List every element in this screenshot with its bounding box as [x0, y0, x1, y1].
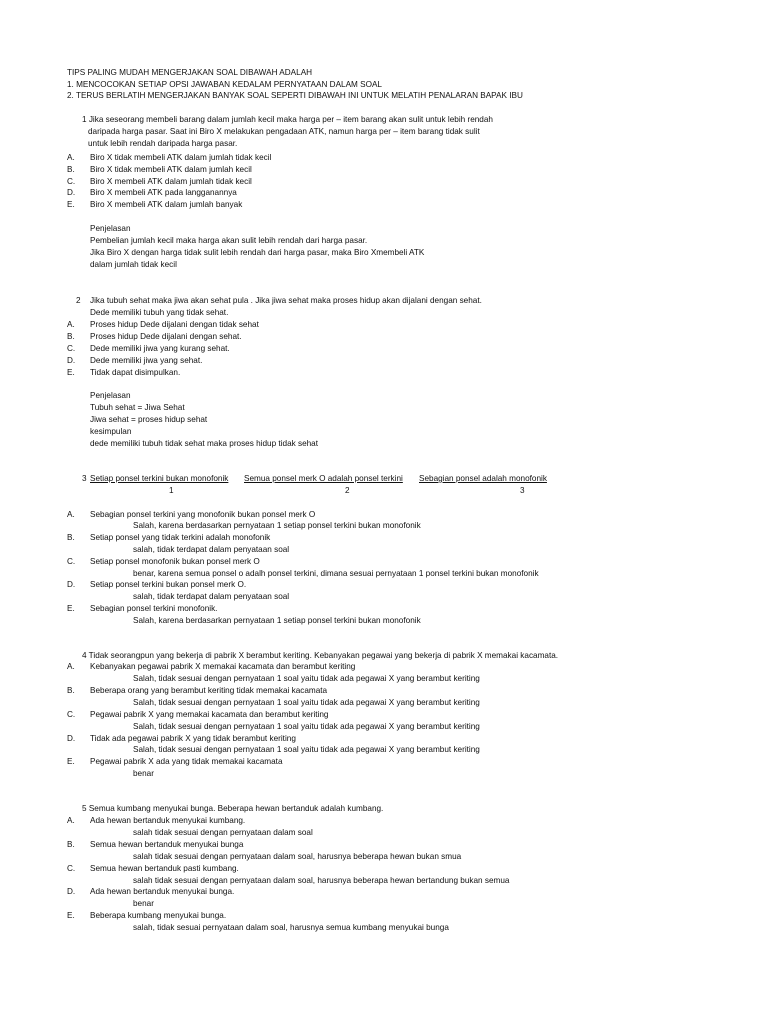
q1-question-line: daripada harga pasar. Saat ini Biro X melakukan pengadaan ATK, namun harga per – item barang tidak sulit: [88, 127, 480, 136]
q1-question-line: untuk lebih rendah daripada harga pasar.: [88, 139, 238, 148]
q4-option-text: Pegawai pabrik X yang memakai kacamata dan berambut keriting: [90, 710, 329, 719]
q3-option-note: salah, tidak terdapat dalam penyataan soal: [133, 545, 290, 554]
q2-explanation-line: Tubuh sehat = Jiwa Sehat: [90, 403, 185, 412]
q5-option-letter: A.: [67, 816, 75, 825]
q5-option-letter: C.: [67, 864, 76, 873]
q4-option-note: Salah, tidak sesuai dengan pernyataan 1 soal yaitu tidak ada pegawai X yang berambut keriting: [133, 674, 480, 683]
q3-option-note: Salah, karena berdasarkan pernyataan 1 setiap ponsel terkini bukan monofonik: [133, 616, 421, 625]
q2-option-letter: B.: [67, 332, 75, 341]
q5-option-text: Semua hewan bertanduk menyukai bunga: [90, 840, 244, 849]
q3-statement-number: 3: [520, 486, 525, 495]
q1-option-text: Biro X membeli ATK pada langganannya: [90, 188, 237, 197]
q2-question-line: Jika tubuh sehat maka jiwa akan sehat pula . Jika jiwa sehat maka proses hidup akan dijalani dengan sehat.: [90, 296, 482, 305]
q4-option-text: Pegawai pabrik X ada yang tidak memakai kacamata: [90, 757, 283, 766]
q3-option-note: salah, tidak terdapat dalam penyataan soal: [133, 592, 290, 601]
q2-explanation-line: kesimpulan: [90, 427, 132, 436]
q4-option-letter: E.: [67, 757, 75, 766]
q3-option-text: Setiap ponsel terkini bukan ponsel merk O.: [90, 580, 247, 589]
q2-option-letter: D.: [67, 356, 76, 365]
q1-option-letter: E.: [67, 200, 75, 209]
q2-option-text: Tidak dapat disimpulkan.: [90, 368, 181, 377]
q3-option-text: Sebagian ponsel terkini yang monofonik bukan ponsel merk O: [90, 510, 316, 519]
q4-question: 4 Tidak seorangpun yang bekerja di pabrik X berambut keriting. Kebanyakan pegawai yang bekerja di pabrik X memakai kacamata.: [82, 651, 559, 660]
doc-title: TIPS PALING MUDAH MENGERJAKAN SOAL DIBAWAH ADALAH: [67, 68, 313, 77]
q1-option-text: Biro X membeli ATK dalam jumlah banyak: [90, 200, 243, 209]
q5-option-note: salah tidak sesuai dengan pernyataan dalam soal, harusnya beberapa hewan bukan smua: [133, 852, 462, 861]
q2-option-letter: E.: [67, 368, 75, 377]
q1-explanation-label: Penjelasan: [90, 224, 131, 233]
q4-option-note: Salah, tidak sesuai dengan pernyataan 1 soal yaitu tidak ada pegawai X yang berambut keriting: [133, 698, 480, 707]
q4-option-letter: B.: [67, 686, 75, 695]
q5-option-letter: E.: [67, 911, 75, 920]
q3-option-text: Setiap ponsel yang tidak terkini adalah monofonik: [90, 533, 271, 542]
q2-option-text: Proses hidup Dede dijalani dengan tidak sehat: [90, 320, 259, 329]
q5-option-note: benar: [133, 899, 154, 908]
q2-option-text: Proses hidup Dede dijalani dengan sehat.: [90, 332, 242, 341]
q3-option-note: Salah, karena berdasarkan pernyataan 1 setiap ponsel terkini bukan monofonik: [133, 521, 421, 530]
q4-option-letter: D.: [67, 734, 76, 743]
q3-option-letter: A.: [67, 510, 75, 519]
q1-option-letter: B.: [67, 165, 75, 174]
q1-option-text: Biro X tidak membeli ATK dalam jumlah kecil: [90, 165, 252, 174]
tip-2: 2. TERUS BERLATIH MENGERJAKAN BANYAK SOAL SEPERTI DIBAWAH INI UNTUK MELATIH PENALARAN BAPAK IBU: [67, 91, 523, 100]
q5-option-text: Ada hewan bertanduk menyukai bunga.: [90, 887, 235, 896]
q3-option-letter: D.: [67, 580, 76, 589]
q4-option-note: Salah, tidak sesuai dengan pernyataan 1 soal yaitu tidak ada pegawai X yang berambut keriting: [133, 722, 480, 731]
q4-option-text: Tidak ada pegawai pabrik X yang tidak berambut keriting: [90, 734, 296, 743]
q3-statement-2: Semua ponsel merk O adalah ponsel terkini: [244, 474, 403, 483]
q4-option-text: Beberapa orang yang berambut keriting tidak memakai kacamata: [90, 686, 328, 695]
q2-question-line: Dede memiliki tubuh yang tidak sehat.: [90, 308, 229, 317]
q2-option-text: Dede memiliki jiwa yang sehat.: [90, 356, 203, 365]
q1-question-line: 1 Jika seseorang membeli barang dalam jumlah kecil maka harga per – item barang akan sulit untuk lebih rendah: [82, 115, 493, 124]
q2-option-text: Dede memiliki jiwa yang kurang sehat.: [90, 344, 230, 353]
q1-option-letter: D.: [67, 188, 76, 197]
q3-statement-3: Sebagian ponsel adalah monofonik: [419, 474, 547, 483]
q2-option-letter: A.: [67, 320, 75, 329]
q5-option-text: Beberapa kumbang menyukai bunga.: [90, 911, 227, 920]
q4-option-letter: A.: [67, 662, 75, 671]
q2-option-letter: C.: [67, 344, 76, 353]
q3-option-text: Sebagian ponsel terkini monofonik.: [90, 604, 218, 613]
q5-option-note: salah tidak sesuai dengan pernyataan dalam soal, harusnya beberapa hewan bertandung bukan semua: [133, 876, 510, 885]
q1-option-text: Biro X tidak membeli ATK dalam jumlah tidak kecil: [90, 153, 272, 162]
q1-option-letter: C.: [67, 177, 76, 186]
q4-option-letter: C.: [67, 710, 76, 719]
q2-number: 2: [76, 296, 81, 305]
q3-statement-number: 1: [169, 486, 174, 495]
q3-option-letter: C.: [67, 557, 76, 566]
q3-option-letter: B.: [67, 533, 75, 542]
q5-option-text: Semua hewan bertanduk pasti kumbang.: [90, 864, 239, 873]
q3-number: 3: [82, 474, 87, 483]
q5-option-letter: B.: [67, 840, 75, 849]
q3-option-letter: E.: [67, 604, 75, 613]
q4-option-note: benar: [133, 769, 154, 778]
q4-option-note: Salah, tidak sesuai dengan pernyataan 1 soal yaitu tidak ada pegawai X yang berambut keriting: [133, 745, 480, 754]
tip-1: 1. MENCOCOKAN SETIAP OPSI JAWABAN KEDALAM PERNYATAAN DALAM SOAL: [67, 80, 382, 89]
q5-question: 5 Semua kumbang menyukai bunga. Beberapa hewan bertanduk adalah kumbang.: [82, 804, 384, 813]
q1-explanation-line: dalam jumlah tidak kecil: [90, 260, 177, 269]
q1-explanation-line: Pembelian jumlah kecil maka harga akan sulit lebih rendah dari harga pasar.: [90, 236, 368, 245]
q5-option-note: salah tidak sesuai dengan pernyataan dalam soal: [133, 828, 313, 837]
q2-explanation-line: dede memiliki tubuh tidak sehat maka proses hidup tidak sehat: [90, 439, 319, 448]
q3-option-text: Setiap ponsel monofonik bukan ponsel merk O: [90, 557, 260, 566]
q1-explanation-line: Jika Biro X dengan harga tidak sulit lebih rendah dari harga pasar, maka Biro Xmembeli ATK: [90, 248, 425, 257]
q3-statement-1: Setiap ponsel terkini bukan monofonik: [90, 474, 229, 483]
q2-explanation-label: Penjelasan: [90, 391, 131, 400]
q2-explanation-line: Jiwa sehat = proses hidup sehat: [90, 415, 208, 424]
q1-option-text: Biro X membeli ATK dalam jumlah tidak kecil: [90, 177, 252, 186]
q1-option-letter: A.: [67, 153, 75, 162]
q3-option-note: benar, karena semua ponsel o adalh ponsel terkini, dimana sesuai pernyataan 1 ponsel terkini bukan monofonik: [133, 569, 539, 578]
q5-option-letter: D.: [67, 887, 76, 896]
q5-option-text: Ada hewan bertanduk menyukai kumbang.: [90, 816, 246, 825]
q3-statement-number: 2: [345, 486, 350, 495]
q5-option-note: salah, tidak sesuai pernyataan dalam soal, harusnya semua kumbang menyukai bunga: [133, 923, 449, 932]
q4-option-text: Kebanyakan pegawai pabrik X memakai kacamata dan berambut keriting: [90, 662, 356, 671]
